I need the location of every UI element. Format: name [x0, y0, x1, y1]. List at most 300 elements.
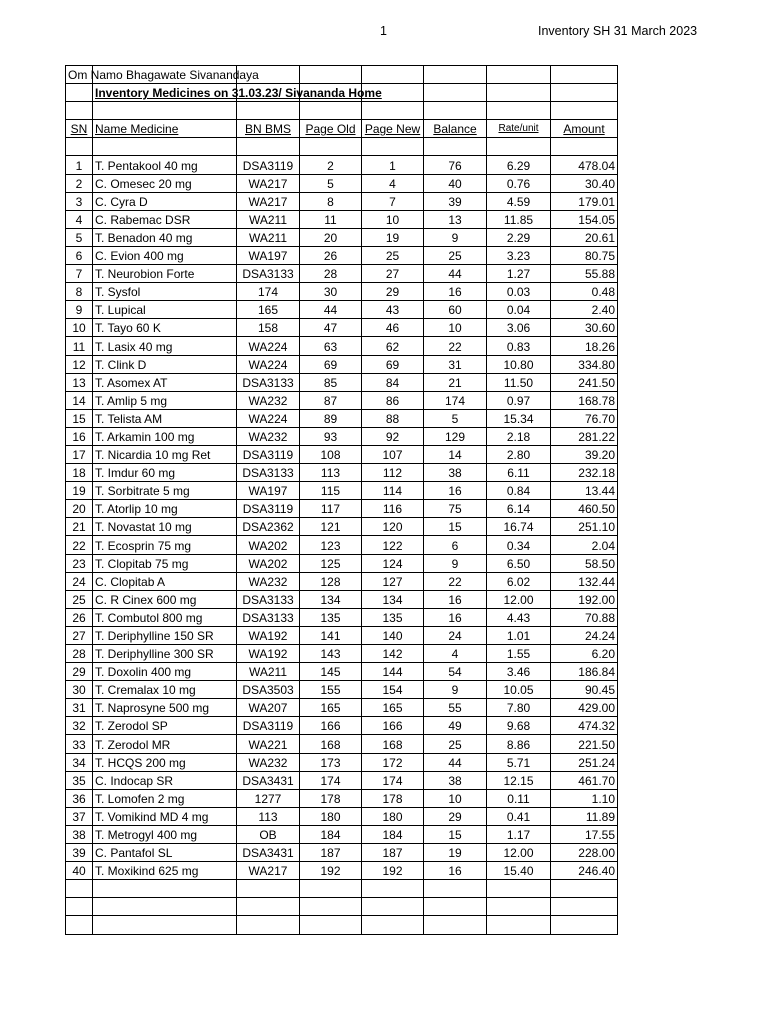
balance-cell: 40 [424, 174, 487, 192]
medicine-name-cell: T. Novastat 10 mg [93, 518, 237, 536]
amount-cell: 246.40 [551, 862, 618, 880]
page-new-cell: 187 [362, 844, 424, 862]
sn-cell: 38 [66, 825, 93, 843]
balance-cell: 22 [424, 337, 487, 355]
inventory-table [65, 65, 618, 935]
batch-number-cell: DSA3133 [237, 464, 300, 482]
title-row-1 [66, 66, 618, 84]
medicine-name-cell: T. Ecosprin 75 mg [93, 536, 237, 554]
table-row [66, 699, 618, 717]
amount-cell: 228.00 [551, 844, 618, 862]
balance-cell: 9 [424, 681, 487, 699]
table-row [66, 156, 618, 174]
sn-cell: 21 [66, 518, 93, 536]
rate-cell: 6.11 [487, 464, 551, 482]
rate-cell: 2.18 [487, 427, 551, 445]
medicine-name-cell: C. Evion 400 mg [93, 246, 237, 264]
page-old-cell: 165 [300, 699, 362, 717]
table-row [66, 844, 618, 862]
balance-cell: 22 [424, 572, 487, 590]
amount-cell: 221.50 [551, 735, 618, 753]
page-new-cell: 168 [362, 735, 424, 753]
rate-cell: 5.71 [487, 753, 551, 771]
medicine-name-cell: T. Telista AM [93, 409, 237, 427]
col-header-name: Name Medicine [93, 120, 237, 138]
col-header-sn: SN [66, 120, 93, 138]
medicine-name-cell: T. Deriphylline 150 SR [93, 626, 237, 644]
rate-cell: 1.17 [487, 825, 551, 843]
amount-cell: 334.80 [551, 355, 618, 373]
balance-cell: 44 [424, 265, 487, 283]
spacer-row [66, 138, 618, 156]
rate-cell: 11.85 [487, 210, 551, 228]
medicine-name-cell: T. Metrogyl 400 mg [93, 825, 237, 843]
sn-cell: 19 [66, 482, 93, 500]
balance-cell: 24 [424, 626, 487, 644]
batch-number-cell: WA211 [237, 210, 300, 228]
balance-cell: 15 [424, 825, 487, 843]
page-old-cell: 69 [300, 355, 362, 373]
rate-cell: 10.05 [487, 681, 551, 699]
page-new-cell: 116 [362, 500, 424, 518]
rate-cell: 6.02 [487, 572, 551, 590]
rate-cell: 11.50 [487, 373, 551, 391]
sn-cell: 20 [66, 500, 93, 518]
title-row-2 [66, 84, 618, 102]
rate-cell: 1.55 [487, 645, 551, 663]
batch-number-cell: WA197 [237, 482, 300, 500]
page-new-cell: 107 [362, 445, 424, 463]
balance-cell: 15 [424, 518, 487, 536]
medicine-name-cell: T. Deriphylline 300 SR [93, 645, 237, 663]
table-row [66, 210, 618, 228]
amount-cell: 478.04 [551, 156, 618, 174]
table-row [66, 663, 618, 681]
amount-cell: 70.88 [551, 608, 618, 626]
sn-cell: 28 [66, 645, 93, 663]
medicine-name-cell: T. Sysfol [93, 283, 237, 301]
page-new-cell: 174 [362, 771, 424, 789]
balance-cell: 38 [424, 771, 487, 789]
page-old-cell: 47 [300, 319, 362, 337]
batch-number-cell: DSA3431 [237, 844, 300, 862]
page-new-cell: 92 [362, 427, 424, 445]
balance-cell: 4 [424, 645, 487, 663]
page-old-cell: 123 [300, 536, 362, 554]
batch-number-cell: 113 [237, 807, 300, 825]
medicine-name-cell: T. Tayo 60 K [93, 319, 237, 337]
batch-number-cell: DSA3503 [237, 681, 300, 699]
batch-number-cell: WA211 [237, 663, 300, 681]
amount-cell: 1.10 [551, 789, 618, 807]
balance-cell: 21 [424, 373, 487, 391]
rate-cell: 1.27 [487, 265, 551, 283]
balance-cell: 5 [424, 409, 487, 427]
rate-cell: 12.00 [487, 844, 551, 862]
batch-number-cell: 158 [237, 319, 300, 337]
page-old-cell: 63 [300, 337, 362, 355]
rate-cell: 2.29 [487, 228, 551, 246]
page-new-cell: 46 [362, 319, 424, 337]
balance-cell: 14 [424, 445, 487, 463]
medicine-name-cell: T. Cremalax 10 mg [93, 681, 237, 699]
medicine-name-cell: T. Lomofen 2 mg [93, 789, 237, 807]
balance-cell: 16 [424, 590, 487, 608]
sn-cell: 15 [66, 409, 93, 427]
rate-cell: 3.46 [487, 663, 551, 681]
sn-cell: 18 [66, 464, 93, 482]
rate-cell: 1.01 [487, 626, 551, 644]
amount-cell: 0.48 [551, 283, 618, 301]
col-header-amount: Amount [551, 120, 618, 138]
medicine-name-cell: C. Indocap SR [93, 771, 237, 789]
table-row [66, 717, 618, 735]
batch-number-cell: WA202 [237, 536, 300, 554]
amount-cell: 17.55 [551, 825, 618, 843]
rate-cell: 10.80 [487, 355, 551, 373]
amount-cell: 179.01 [551, 192, 618, 210]
page-new-cell: 140 [362, 626, 424, 644]
table-row [66, 608, 618, 626]
page-old-cell: 135 [300, 608, 362, 626]
sn-cell: 4 [66, 210, 93, 228]
batch-number-cell: 165 [237, 301, 300, 319]
balance-cell: 6 [424, 536, 487, 554]
batch-number-cell: DSA3133 [237, 590, 300, 608]
rate-cell: 15.34 [487, 409, 551, 427]
medicine-name-cell: T. Nicardia 10 mg Ret [93, 445, 237, 463]
medicine-name-cell: T. Lasix 40 mg [93, 337, 237, 355]
medicine-name-cell: T. Combutol 800 mg [93, 608, 237, 626]
sn-cell: 30 [66, 681, 93, 699]
page-old-cell: 187 [300, 844, 362, 862]
page-new-cell: 112 [362, 464, 424, 482]
page-old-cell: 180 [300, 807, 362, 825]
batch-number-cell: WA192 [237, 645, 300, 663]
balance-cell: 75 [424, 500, 487, 518]
medicine-name-cell: T. Benadon 40 mg [93, 228, 237, 246]
medicine-name-cell: C. Pantafol SL [93, 844, 237, 862]
balance-cell: 16 [424, 283, 487, 301]
page-new-cell: 165 [362, 699, 424, 717]
page-old-cell: 155 [300, 681, 362, 699]
batch-number-cell: WA221 [237, 735, 300, 753]
rate-cell: 0.11 [487, 789, 551, 807]
column-header-row [66, 120, 618, 138]
page-old-cell: 125 [300, 554, 362, 572]
rate-cell: 3.06 [487, 319, 551, 337]
page-new-cell: 178 [362, 789, 424, 807]
batch-number-cell: DSA3431 [237, 771, 300, 789]
balance-cell: 174 [424, 391, 487, 409]
amount-cell: 18.26 [551, 337, 618, 355]
sn-cell: 34 [66, 753, 93, 771]
medicine-name-cell: T. Lupical [93, 301, 237, 319]
amount-cell: 186.84 [551, 663, 618, 681]
balance-cell: 16 [424, 608, 487, 626]
spacer-row [66, 102, 618, 120]
amount-cell: 232.18 [551, 464, 618, 482]
batch-number-cell: DSA3133 [237, 265, 300, 283]
sn-cell: 39 [66, 844, 93, 862]
amount-cell: 461.70 [551, 771, 618, 789]
balance-cell: 16 [424, 482, 487, 500]
batch-number-cell: DSA3133 [237, 608, 300, 626]
rate-cell: 2.80 [487, 445, 551, 463]
medicine-name-cell: T. Arkamin 100 mg [93, 427, 237, 445]
batch-number-cell: DSA3119 [237, 445, 300, 463]
page-old-cell: 134 [300, 590, 362, 608]
sn-cell: 7 [66, 265, 93, 283]
balance-cell: 54 [424, 663, 487, 681]
page-new-cell: 114 [362, 482, 424, 500]
amount-cell: 241.50 [551, 373, 618, 391]
batch-number-cell: WA217 [237, 862, 300, 880]
table-row [66, 735, 618, 753]
table-row [66, 500, 618, 518]
col-header-page-old: Page Old [300, 120, 362, 138]
sn-cell: 3 [66, 192, 93, 210]
page-old-cell: 11 [300, 210, 362, 228]
table-row [66, 283, 618, 301]
page-old-cell: 173 [300, 753, 362, 771]
page-old-cell: 145 [300, 663, 362, 681]
rate-cell: 6.50 [487, 554, 551, 572]
rate-cell: 8.86 [487, 735, 551, 753]
batch-number-cell: WA232 [237, 391, 300, 409]
sn-cell: 37 [66, 807, 93, 825]
medicine-name-cell: C. Cyra D [93, 192, 237, 210]
balance-cell: 13 [424, 210, 487, 228]
batch-number-cell: 1277 [237, 789, 300, 807]
batch-number-cell: WA217 [237, 192, 300, 210]
medicine-name-cell: T. Neurobion Forte [93, 265, 237, 283]
empty-row [66, 880, 618, 898]
rate-cell: 3.23 [487, 246, 551, 264]
page-old-cell: 115 [300, 482, 362, 500]
rate-cell: 15.40 [487, 862, 551, 880]
document-title: Inventory SH 31 March 2023 [538, 24, 698, 38]
page-new-cell: 127 [362, 572, 424, 590]
page-new-cell: 10 [362, 210, 424, 228]
medicine-name-cell: T. Naprosyne 500 mg [93, 699, 237, 717]
inventory-heading: Inventory Medicines on 31.03.23/ Sivananda Home [93, 84, 237, 102]
amount-cell: 251.10 [551, 518, 618, 536]
balance-cell: 129 [424, 427, 487, 445]
rate-cell: 7.80 [487, 699, 551, 717]
medicine-name-cell: T. Clink D [93, 355, 237, 373]
page-new-cell: 142 [362, 645, 424, 663]
batch-number-cell: WA232 [237, 572, 300, 590]
page-new-cell: 7 [362, 192, 424, 210]
balance-cell: 25 [424, 735, 487, 753]
balance-cell: 29 [424, 807, 487, 825]
page-old-cell: 143 [300, 645, 362, 663]
table-row [66, 590, 618, 608]
col-header-page-new: Page New [362, 120, 424, 138]
medicine-name-cell: T. Pentakool 40 mg [93, 156, 237, 174]
page-old-cell: 5 [300, 174, 362, 192]
sn-cell: 1 [66, 156, 93, 174]
sn-cell: 17 [66, 445, 93, 463]
sn-cell: 31 [66, 699, 93, 717]
rate-cell: 12.15 [487, 771, 551, 789]
sn-cell: 27 [66, 626, 93, 644]
batch-number-cell: DSA3119 [237, 156, 300, 174]
amount-cell: 20.61 [551, 228, 618, 246]
page-old-cell: 128 [300, 572, 362, 590]
batch-number-cell: WA224 [237, 355, 300, 373]
page-old-cell: 166 [300, 717, 362, 735]
page-old-cell: 30 [300, 283, 362, 301]
amount-cell: 154.05 [551, 210, 618, 228]
amount-cell: 11.89 [551, 807, 618, 825]
table-row [66, 807, 618, 825]
amount-cell: 429.00 [551, 699, 618, 717]
medicine-name-cell: C. Clopitab A [93, 572, 237, 590]
sn-cell: 11 [66, 337, 93, 355]
page-new-cell: 166 [362, 717, 424, 735]
sn-cell: 8 [66, 283, 93, 301]
medicine-name-cell: T. Asomex AT [93, 373, 237, 391]
table-row [66, 192, 618, 210]
batch-number-cell: WA224 [237, 337, 300, 355]
sn-cell: 5 [66, 228, 93, 246]
amount-cell: 30.40 [551, 174, 618, 192]
table-row [66, 228, 618, 246]
page-old-cell: 44 [300, 301, 362, 319]
medicine-name-cell: T. Sorbitrate 5 mg [93, 482, 237, 500]
table-row [66, 445, 618, 463]
sn-cell: 10 [66, 319, 93, 337]
sn-cell: 16 [66, 427, 93, 445]
batch-number-cell: WA202 [237, 554, 300, 572]
amount-cell: 192.00 [551, 590, 618, 608]
sn-cell: 33 [66, 735, 93, 753]
table-row [66, 373, 618, 391]
page-old-cell: 141 [300, 626, 362, 644]
page-new-cell: 124 [362, 554, 424, 572]
amount-cell: 80.75 [551, 246, 618, 264]
batch-number-cell: WA224 [237, 409, 300, 427]
page-new-cell: 135 [362, 608, 424, 626]
table-row [66, 265, 618, 283]
amount-cell: 30.60 [551, 319, 618, 337]
batch-number-cell: WA232 [237, 753, 300, 771]
table-row [66, 319, 618, 337]
balance-cell: 16 [424, 862, 487, 880]
page-new-cell: 62 [362, 337, 424, 355]
empty-row [66, 916, 618, 934]
page-old-cell: 168 [300, 735, 362, 753]
balance-cell: 25 [424, 246, 487, 264]
balance-cell: 19 [424, 844, 487, 862]
amount-cell: 251.24 [551, 753, 618, 771]
medicine-name-cell: C. Omesec 20 mg [93, 174, 237, 192]
page-new-cell: 69 [362, 355, 424, 373]
balance-cell: 10 [424, 789, 487, 807]
page-new-cell: 172 [362, 753, 424, 771]
page-old-cell: 85 [300, 373, 362, 391]
amount-cell: 55.88 [551, 265, 618, 283]
table-row [66, 409, 618, 427]
rate-cell: 12.00 [487, 590, 551, 608]
medicine-name-cell: T. Amlip 5 mg [93, 391, 237, 409]
page-new-cell: 122 [362, 536, 424, 554]
page-new-cell: 192 [362, 862, 424, 880]
page-old-cell: 117 [300, 500, 362, 518]
page-old-cell: 121 [300, 518, 362, 536]
sn-cell: 9 [66, 301, 93, 319]
page-new-cell: 1 [362, 156, 424, 174]
rate-cell: 0.34 [487, 536, 551, 554]
amount-cell: 13.44 [551, 482, 618, 500]
medicine-name-cell: T. Moxikind 625 mg [93, 862, 237, 880]
table-row [66, 825, 618, 843]
table-row [66, 536, 618, 554]
medicine-name-cell: T. Clopitab 75 mg [93, 554, 237, 572]
balance-cell: 39 [424, 192, 487, 210]
table-row [66, 174, 618, 192]
table-row [66, 789, 618, 807]
amount-cell: 132.44 [551, 572, 618, 590]
amount-cell: 474.32 [551, 717, 618, 735]
table-row [66, 427, 618, 445]
table-row [66, 554, 618, 572]
page-old-cell: 2 [300, 156, 362, 174]
sn-cell: 14 [66, 391, 93, 409]
batch-number-cell: DSA2362 [237, 518, 300, 536]
batch-number-cell: WA211 [237, 228, 300, 246]
table-row [66, 681, 618, 699]
page-new-cell: 19 [362, 228, 424, 246]
rate-cell: 4.59 [487, 192, 551, 210]
page-old-cell: 178 [300, 789, 362, 807]
page-old-cell: 113 [300, 464, 362, 482]
sn-cell: 35 [66, 771, 93, 789]
medicine-name-cell: T. HCQS 200 mg [93, 753, 237, 771]
table-row [66, 572, 618, 590]
page-new-cell: 154 [362, 681, 424, 699]
rate-cell: 0.84 [487, 482, 551, 500]
sn-cell: 12 [66, 355, 93, 373]
col-header-rate: Rate/unit [487, 120, 551, 138]
batch-number-cell: WA197 [237, 246, 300, 264]
batch-number-cell: WA192 [237, 626, 300, 644]
page-new-cell: 144 [362, 663, 424, 681]
table-row [66, 337, 618, 355]
sn-cell: 24 [66, 572, 93, 590]
batch-number-cell: DSA3133 [237, 373, 300, 391]
page-old-cell: 108 [300, 445, 362, 463]
org-heading: Om Namo Bhagawate Sivanandaya [66, 66, 93, 84]
batch-number-cell: OB [237, 825, 300, 843]
amount-cell: 460.50 [551, 500, 618, 518]
amount-cell: 24.24 [551, 626, 618, 644]
amount-cell: 2.40 [551, 301, 618, 319]
page-new-cell: 4 [362, 174, 424, 192]
table-row [66, 464, 618, 482]
balance-cell: 10 [424, 319, 487, 337]
page-new-cell: 120 [362, 518, 424, 536]
batch-number-cell: DSA3119 [237, 500, 300, 518]
table-row [66, 246, 618, 264]
rate-cell: 0.83 [487, 337, 551, 355]
rate-cell: 9.68 [487, 717, 551, 735]
page-new-cell: 29 [362, 283, 424, 301]
page-old-cell: 26 [300, 246, 362, 264]
table-row [66, 355, 618, 373]
